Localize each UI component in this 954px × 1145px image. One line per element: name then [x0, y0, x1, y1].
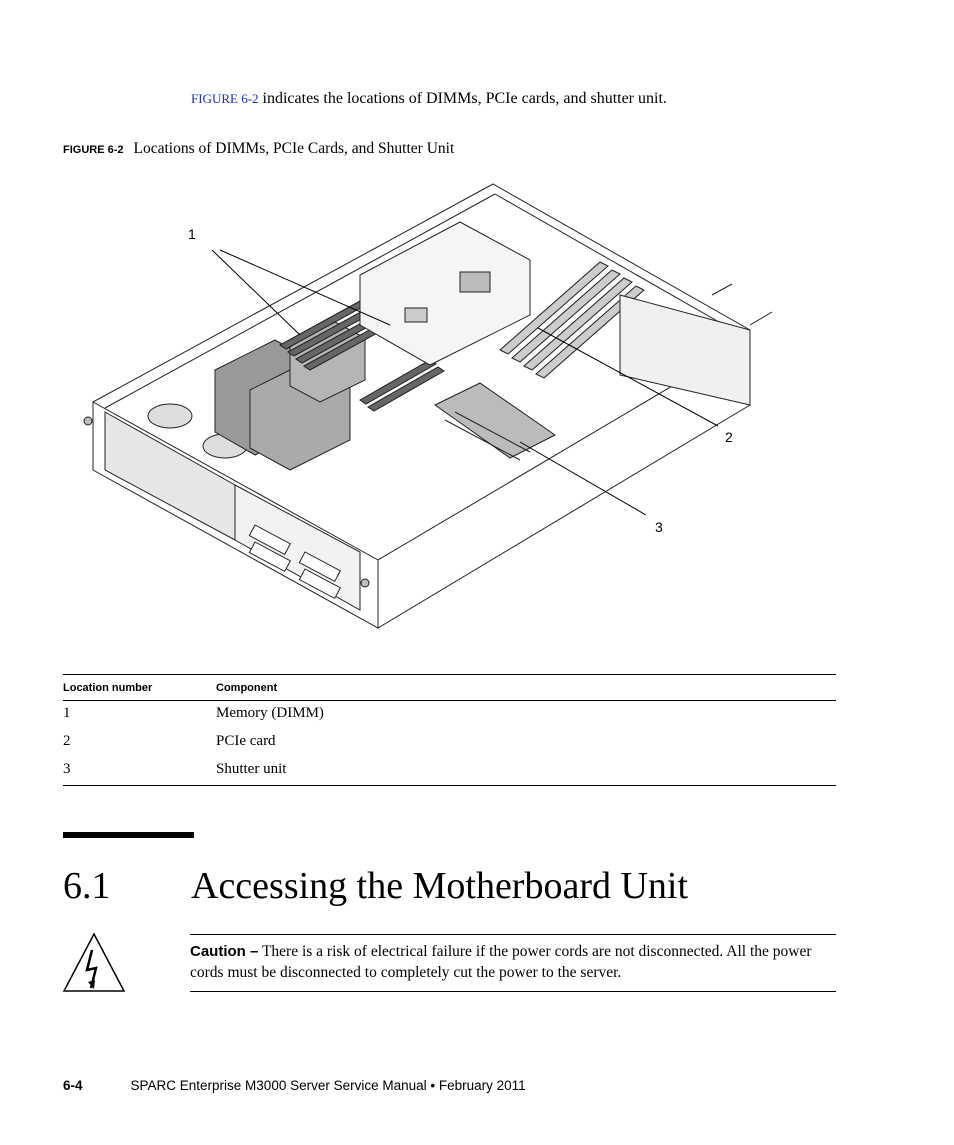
- cell-location: 2: [63, 733, 71, 749]
- section-rule: [63, 832, 194, 838]
- caution-note: [190, 934, 836, 992]
- callout-3: 3: [655, 519, 663, 535]
- section-title: Accessing the Motherboard Unit: [191, 865, 689, 907]
- intro-paragraph: [191, 90, 667, 108]
- callout-2: 2: [725, 429, 733, 445]
- header-component: Component: [216, 675, 836, 701]
- cell-component: Memory (DIMM): [216, 705, 324, 721]
- intro-text: indicates the locations of DIMMs, PCIe cards, and shutter unit.: [258, 90, 667, 107]
- location-table: [63, 674, 836, 786]
- table-row: [63, 757, 836, 786]
- server-illustration: [60, 180, 780, 635]
- page-footer: [63, 1078, 526, 1093]
- cell-location: 1: [63, 705, 71, 721]
- figure-label: FIGURE 6-2: [63, 144, 124, 156]
- cell-component: Shutter unit: [216, 757, 836, 786]
- header-location-number: Location number: [63, 675, 216, 701]
- caution-label: Caution –: [190, 943, 259, 960]
- figure-caption-text: Locations of DIMMs, PCIe Cards, and Shutter Unit: [133, 140, 455, 157]
- table-row: [63, 701, 836, 730]
- table-row: [63, 729, 836, 757]
- cell-component: PCIe card: [216, 733, 276, 749]
- electrical-warning-icon: [62, 932, 126, 994]
- figure-xref-link[interactable]: FIGURE 6-2: [191, 91, 259, 106]
- page-number: 6-4: [63, 1078, 83, 1093]
- caution-text: There is a risk of electrical failure if the power cords are not disconnected. All the power cords must be disconnected to completely cut the power to the server.: [190, 943, 812, 981]
- section-number: 6.1: [63, 865, 111, 907]
- figure-caption: [63, 140, 454, 158]
- callout-1: 1: [188, 226, 196, 242]
- footer-text: SPARC Enterprise M3000 Server Service Manual • February 2011: [130, 1078, 526, 1093]
- cell-location: 3: [63, 757, 216, 786]
- table-header-row: [63, 675, 836, 701]
